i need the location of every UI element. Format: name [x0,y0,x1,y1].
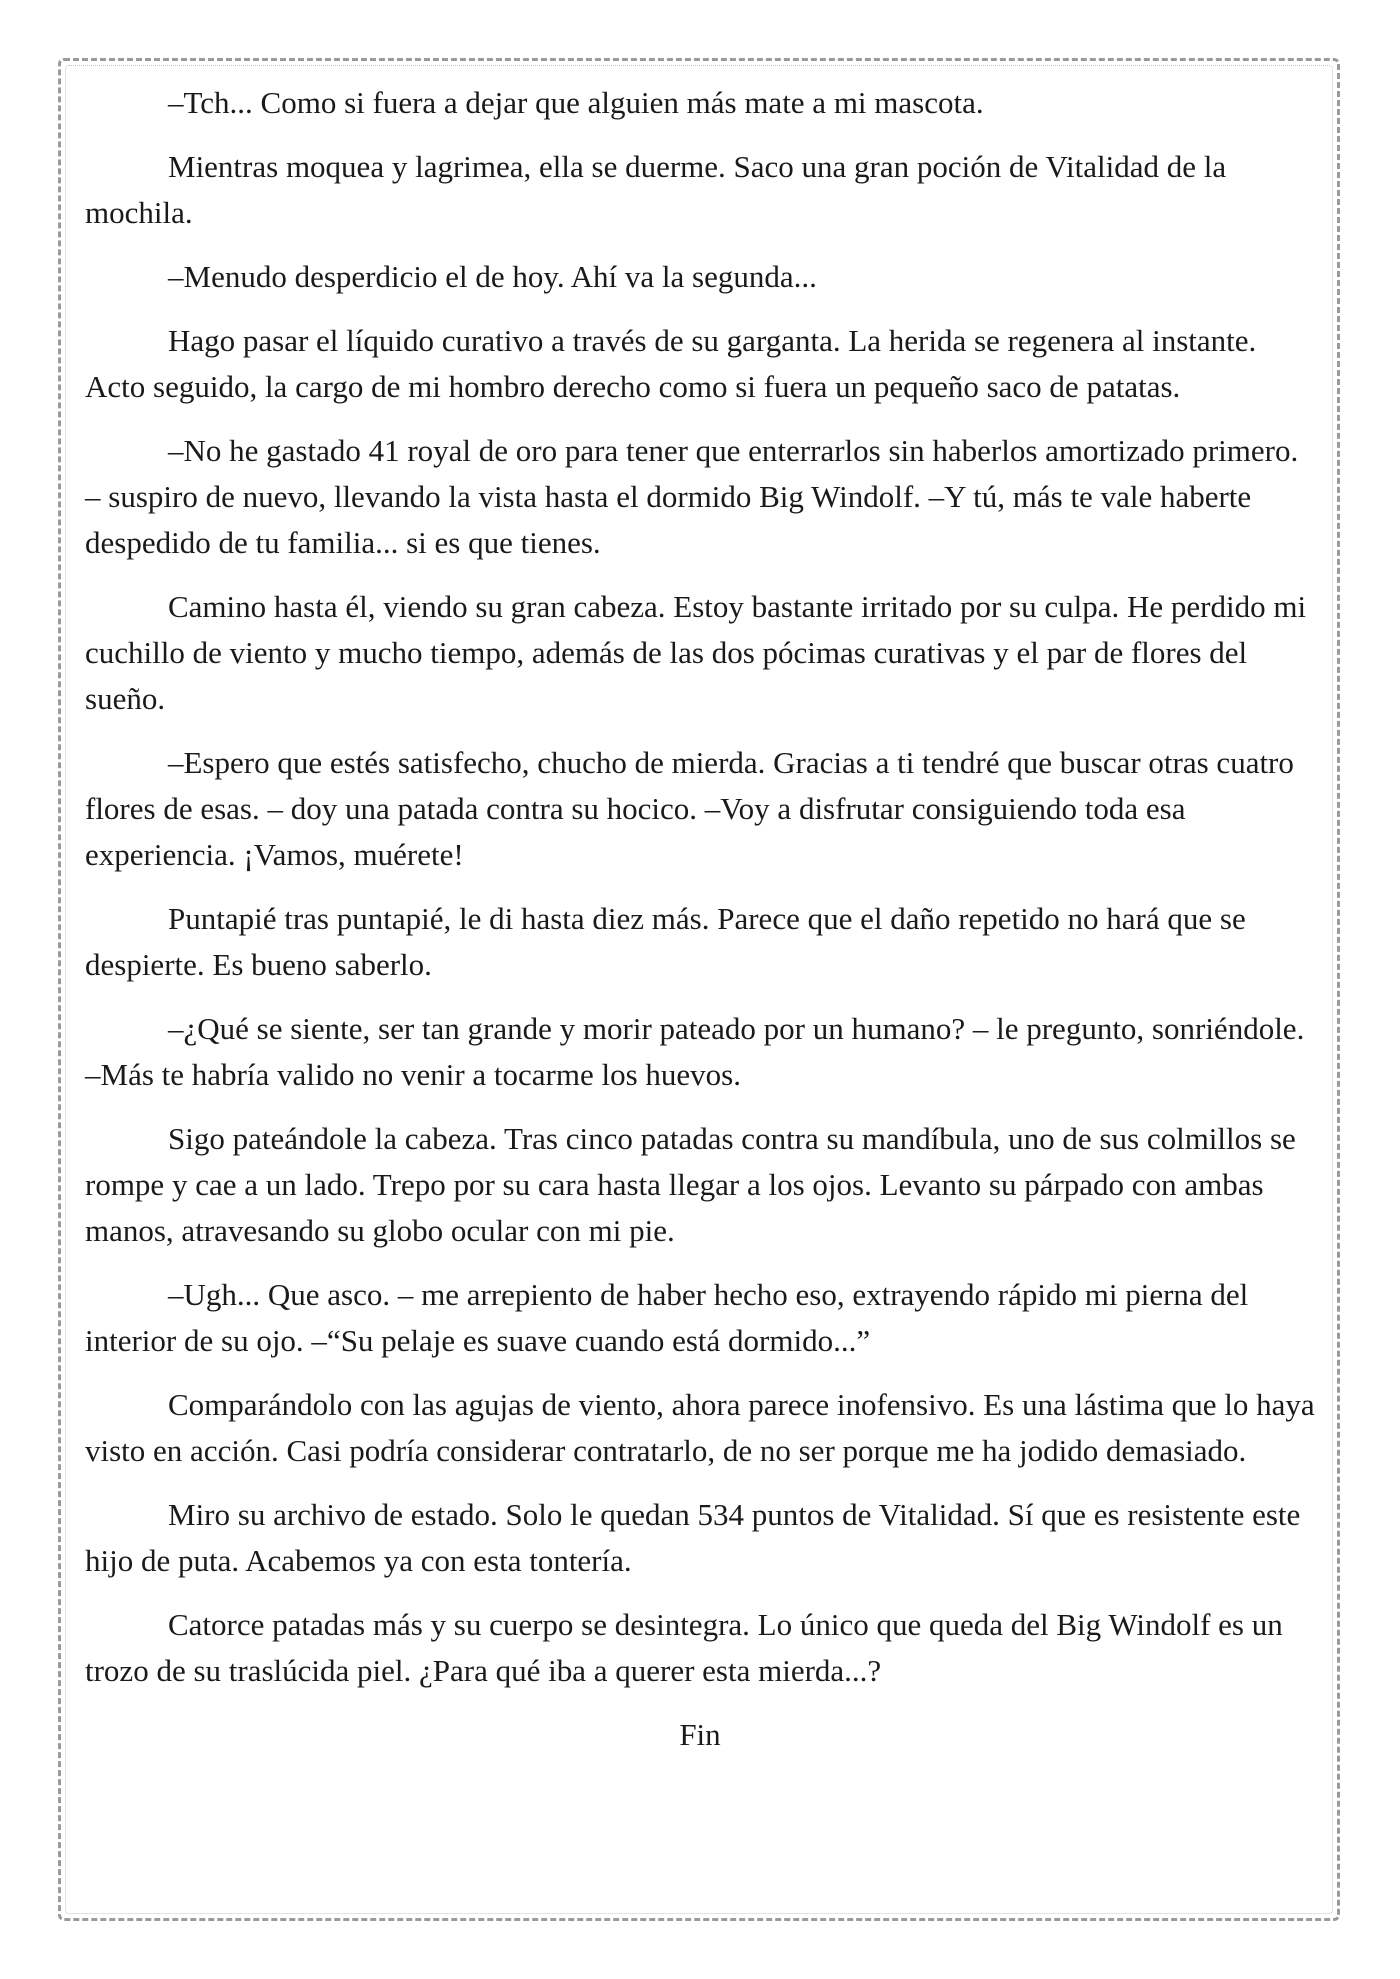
paragraph: Sigo pateándole la cabeza. Tras cinco patadas contra su mandíbula, uno de sus colmillos se rompe y cae a un lado. Trepo por su cara hasta llegar a los ojos. Levanto su párpado con ambas manos, atravesando su globo ocular con mi pie. [85,1121,1296,1248]
end-marker: Fin [679,1717,721,1752]
paragraph: Comparándolo con las agujas de viento, ahora parece inofensivo. Es una lástima que lo haya visto en acción. Casi podría considerar contratarlo, de no ser porque me ha jodido demasiado. [85,1387,1315,1468]
paragraph: Mientras moquea y lagrimea, ella se duerme. Saco una gran poción de Vitalidad de la mochila. [85,149,1227,230]
paragraph: –No he gastado 41 royal de oro para tener que enterrarlos sin haberlos amortizado primero. – suspiro de nuevo, llevando la vista hasta el dormido Big Windolf. –Y tú, más te vale haberte despedido de tu familia... si es que tienes. [85,433,1299,560]
paragraph: –Espero que estés satisfecho, chucho de mierda. Gracias a ti tendré que buscar otras cuatro flores de esas. – doy una patada contra su hocico. –Voy a disfrutar consiguiendo toda esa experiencia. ¡Vamos, muérete! [85,745,1294,872]
paragraph: –Ugh... Que asco. – me arrepiento de haber hecho eso, extrayendo rápido mi pierna del interior de su ojo. –“Su pelaje es suave cuando está dormido...” [85,1277,1249,1358]
paragraph: Hago pasar el líquido curativo a través de su garganta. La herida se regenera al instante. Acto seguido, la cargo de mi hombro derecho como si fuera un pequeño saco de patatas. [85,323,1257,404]
paragraph: –Menudo desperdicio el de hoy. Ahí va la segunda... [168,259,817,294]
paragraph: Puntapié tras puntapié, le di hasta diez más. Parece que el daño repetido no hará que se despierte. Es bueno saberlo. [85,901,1246,982]
paragraph: –¿Qué se siente, ser tan grande y morir pateado por un humano? – le pregunto, sonriéndole. –Más te habría valido no venir a tocarme los huevos. [85,1011,1305,1092]
paragraph: Camino hasta él, viendo su gran cabeza. Estoy bastante irritado por su culpa. He perdido mi cuchillo de viento y mucho tiempo, además de las dos pócimas curativas y el par de flores del sueño. [85,589,1307,716]
paragraph: Miro su archivo de estado. Solo le quedan 534 puntos de Vitalidad. Sí que es resistente este hijo de puta. Acabemos ya con esta tontería. [85,1497,1301,1578]
paragraph: Catorce patadas más y su cuerpo se desintegra. Lo único que queda del Big Windolf es un trozo de su traslúcida piel. ¿Para qué iba a querer esta mierda...? [85,1607,1283,1688]
document-body [85,80,1315,1758]
paragraph: –Tch... Como si fuera a dejar que alguien más mate a mi mascota. [168,85,984,120]
